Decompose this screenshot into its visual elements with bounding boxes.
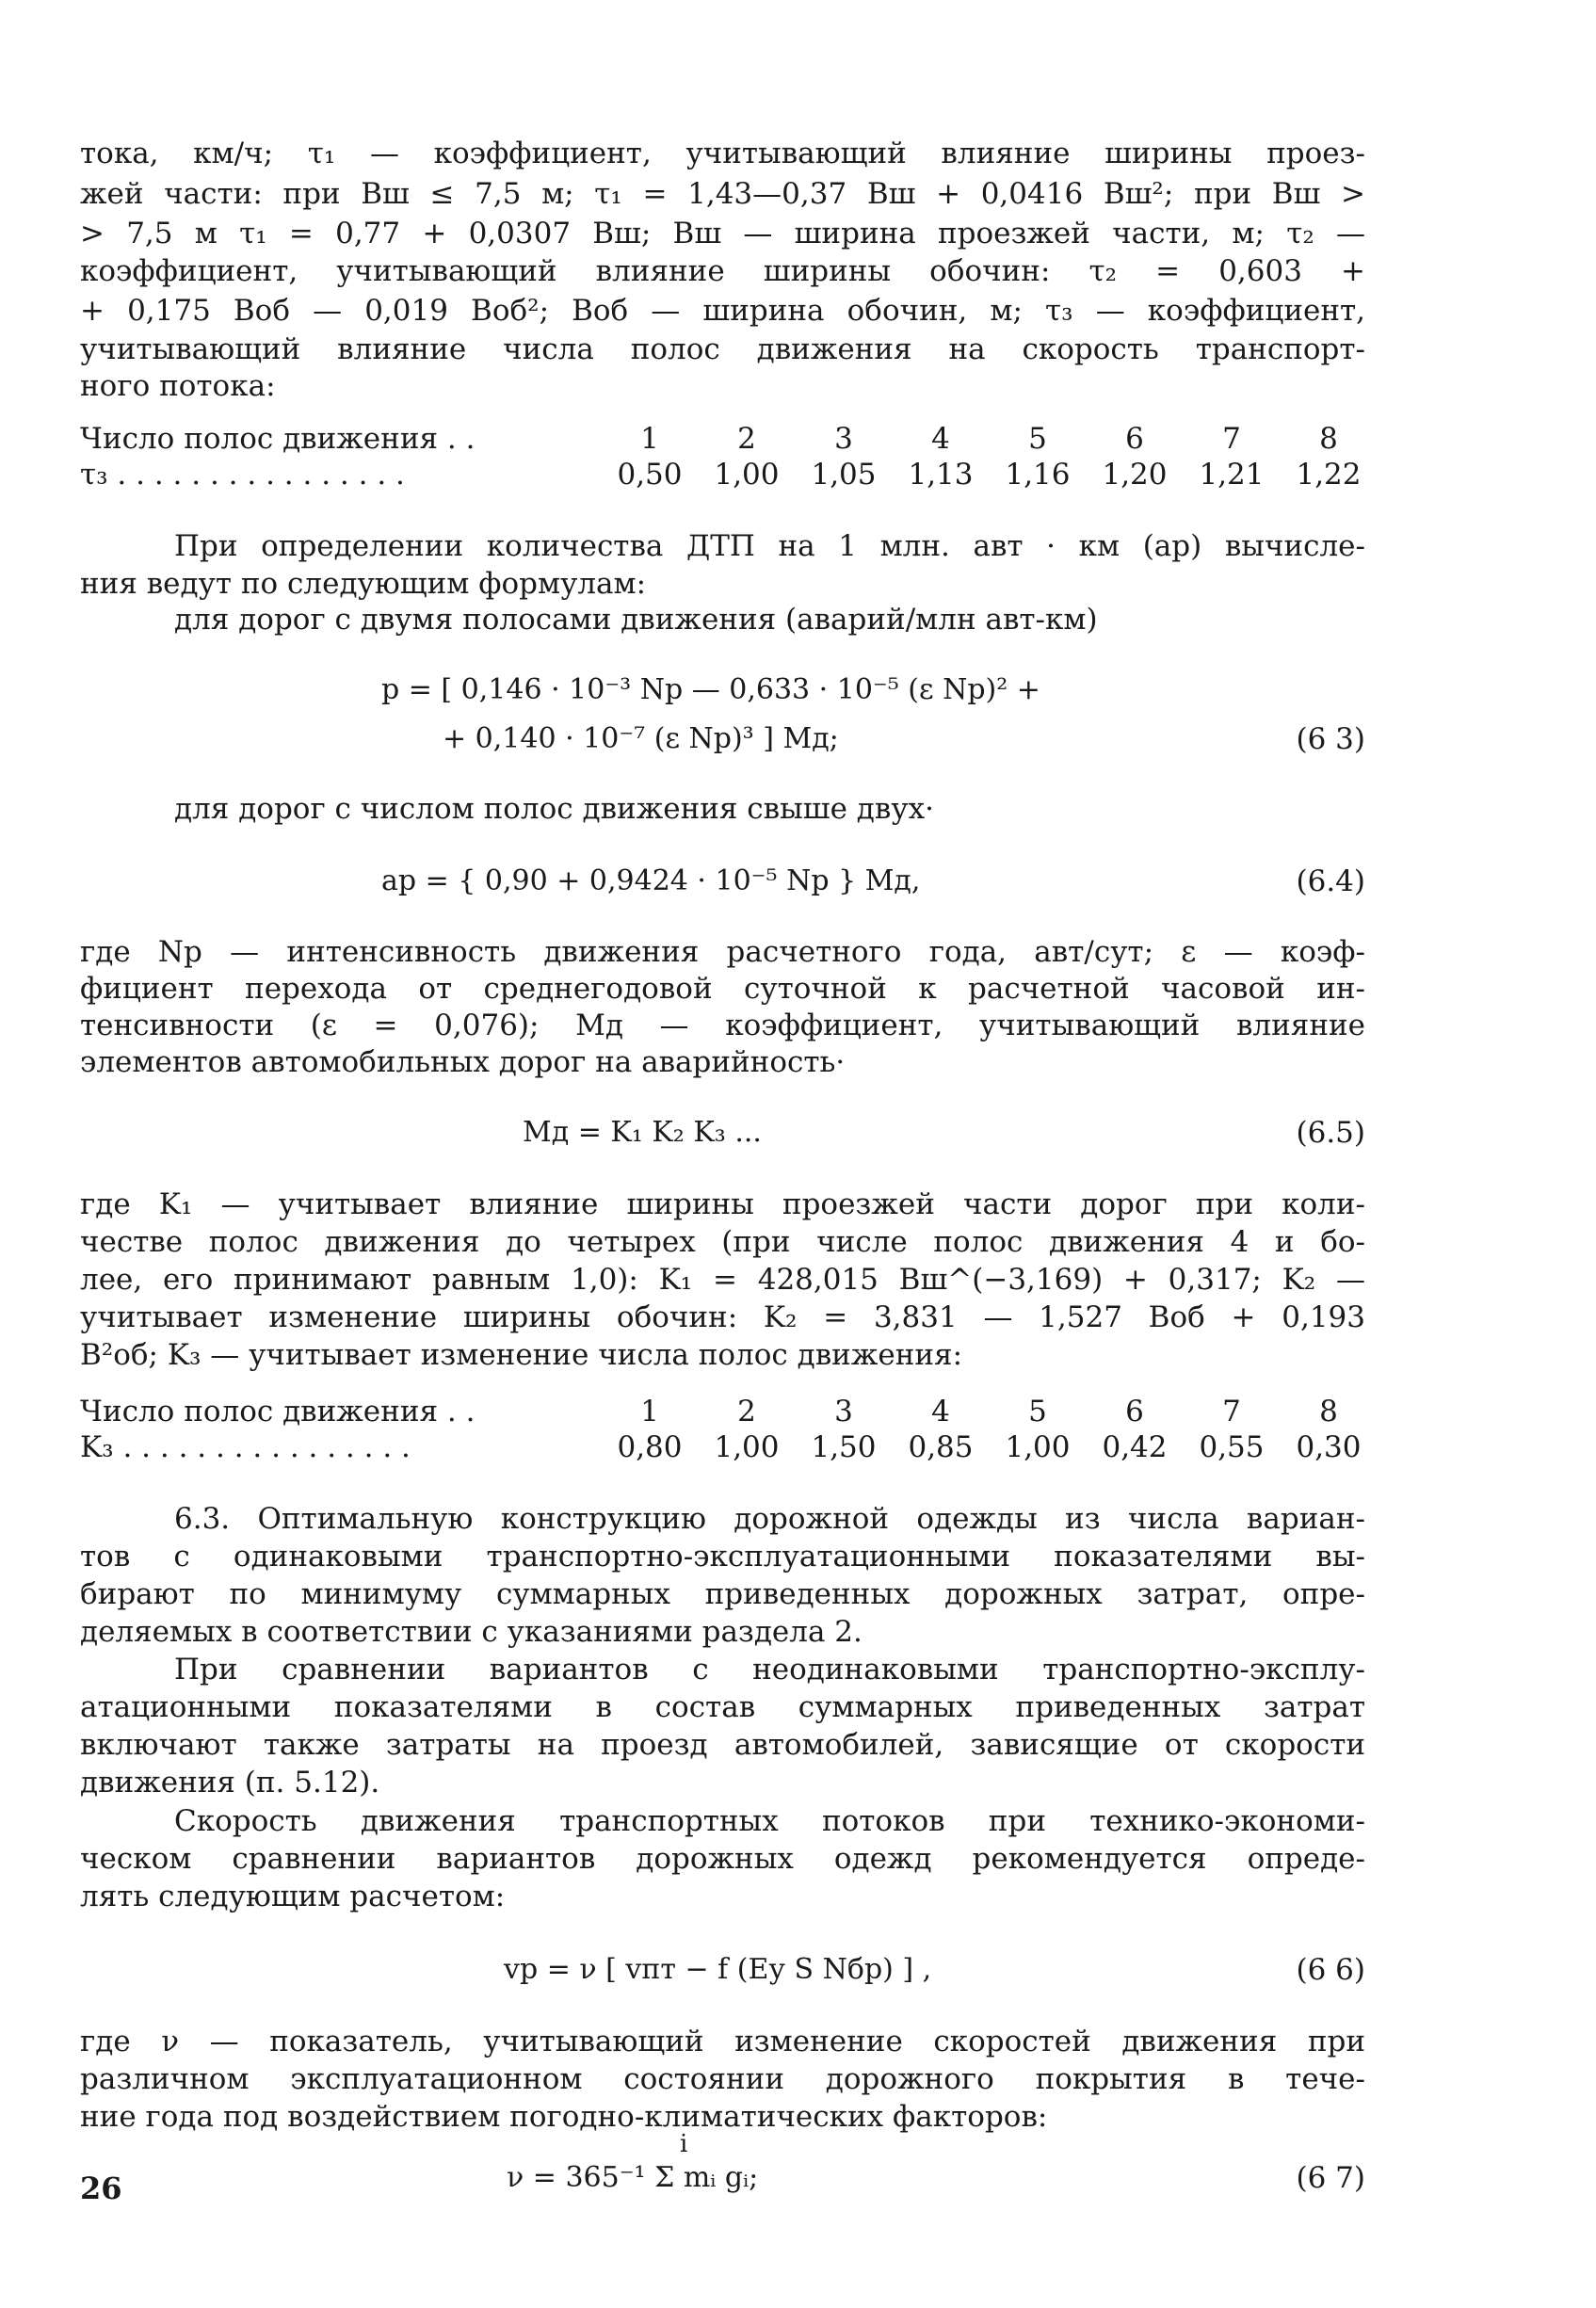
table-row-label: τ₃ . . . . . . . . . . . . . . . . (80, 458, 405, 492)
text-line: ческом сравнении вариантов дорожных одежд рекомендуется опреде- (80, 1842, 1365, 1876)
table-cell: 0,85 (908, 1430, 974, 1464)
text-line: где ν — показатель, учитывающий изменение скоростей движения при (80, 2025, 1365, 2058)
table-cell: 2 (737, 422, 756, 456)
text-line: ние года под воздействием погодно-климатических факторов: (80, 2100, 1048, 2134)
table-cell: 8 (1319, 1395, 1338, 1428)
equation-6-4: aр = { 0,90 + 0,9424 · 10⁻⁵ Nр } Mд, (381, 864, 921, 897)
equation-6-5: Mд = K₁ K₂ K₃ ... (523, 1116, 762, 1149)
text-line: для дорог с числом полос движения свыше двух· (174, 792, 934, 826)
table-cell: 2 (737, 1395, 756, 1428)
text-line: честве полос движения до четырех (при числе полос движения 4 и бо- (80, 1225, 1365, 1259)
table-cell: 1,00 (714, 458, 780, 492)
sum-upper-index: i (680, 2130, 688, 2158)
text-line: + 0,175 Bоб — 0,019 Bоб²; Bоб — ширина обочин, м; τ₃ — коэффициент, (80, 294, 1365, 328)
text-line: бирают по минимуму суммарных приведенных дорожных затрат, опре- (80, 1577, 1365, 1611)
table-cell: 6 (1125, 1395, 1144, 1428)
text-line: деляемых в соответствии с указаниями раздела 2. (80, 1615, 862, 1649)
text-line: фициент перехода от среднегодовой суточной к расчетной часовой ин- (80, 972, 1365, 1006)
equation-number: (6.5) (1296, 1116, 1365, 1150)
table-cell: 8 (1319, 422, 1338, 456)
text-line: тов с одинаковыми транспортно-эксплуатационными показателями вы- (80, 1540, 1365, 1574)
text-line: учитывающий влияние числа полос движения на скорость транспорт- (80, 332, 1365, 366)
table-cell: 1,13 (908, 458, 974, 492)
text-line: различном эксплуатационном состоянии дорожного покрытия в тече- (80, 2062, 1365, 2096)
table-cell: 1,00 (1005, 1430, 1071, 1464)
equation-6-6: vр = ν [ vпт − f (Eу S Nбр) ] , (504, 1953, 932, 1986)
text-line: включают также затраты на проезд автомобилей, зависящие от скорости (80, 1728, 1365, 1762)
table-cell: 0,80 (617, 1430, 683, 1464)
equation-6-7: ν = 365⁻¹ Σ mᵢ gᵢ; (507, 2161, 759, 2194)
table-cell: 1,16 (1005, 458, 1071, 492)
text-line: коэффициент, учитывающий влияние ширины обочин: τ₂ = 0,603 + (80, 254, 1365, 288)
table-cell: 3 (834, 422, 853, 456)
equation-number: (6 7) (1296, 2161, 1365, 2195)
equation-number: (6.4) (1296, 864, 1365, 898)
table-cell: 1,21 (1199, 458, 1265, 492)
text-line: где Nр — интенсивность движения расчетного года, авт/сут; ε — коэф- (80, 935, 1365, 969)
text-line: 6.3. Оптимальную конструкцию дорожной одежды из числа вариан- (174, 1502, 1365, 1536)
equation-6-3-line-2: + 0,140 · 10⁻⁷ (ε Nр)³ ] Mд; (443, 722, 839, 755)
text-line: для дорог с двумя полосами движения (аварий/млн авт-км) (174, 603, 1098, 637)
text-line: атационными показателями в состав суммарных приведенных затрат (80, 1690, 1365, 1724)
equation-number: (6 3) (1296, 722, 1365, 756)
table-cell: 0,50 (617, 458, 683, 492)
table-cell: 0,42 (1102, 1430, 1168, 1464)
table-cell: 1,50 (811, 1430, 877, 1464)
table-cell: 5 (1028, 1395, 1047, 1428)
equation-number: (6 6) (1296, 1953, 1365, 1987)
text-line: При сравнении вариантов с неодинаковыми транспортно-эксплу- (174, 1653, 1365, 1687)
text-line: тенсивности (ε = 0,076); Mд — коэффициент, учитывающий влияние (80, 1009, 1365, 1042)
table-label: Число полос движения . . (80, 422, 476, 456)
text-line: > 7,5 м τ₁ = 0,77 + 0,0307 Bш; Bш — ширина проезжей части, м; τ₂ — (80, 217, 1365, 250)
text-line: движения (п. 5.12). (80, 1766, 380, 1800)
tau3-values-row (80, 454, 1365, 495)
table-cell: 1,05 (811, 458, 877, 492)
table-cell: 5 (1028, 422, 1047, 456)
table-cell: 0,30 (1296, 1430, 1362, 1464)
table-label: Число полос движения . . (80, 1395, 476, 1428)
text-line: лее, его принимают равным 1,0): K₁ = 428,015 Bш^(−3,169) + 0,317; K₂ — (80, 1263, 1365, 1297)
text-line: учитывает изменение ширины обочин: K₂ = 3,831 — 1,527 Bоб + 0,193 (80, 1300, 1365, 1334)
text-line: Скорость движения транспортных потоков при технико-экономи- (174, 1804, 1365, 1838)
table-cell: 1,22 (1296, 458, 1362, 492)
table-cell: 7 (1222, 1395, 1241, 1428)
table-row-label: K₃ . . . . . . . . . . . . . . . . (80, 1430, 411, 1464)
table-cell: 3 (834, 1395, 853, 1428)
table-cell: 7 (1222, 422, 1241, 456)
k3-values-row (80, 1427, 1365, 1468)
table-cell: 4 (931, 1395, 950, 1428)
text-line: B²об; K₃ — учитывает изменение числа полос движения: (80, 1338, 963, 1372)
text-line: При определении количества ДТП на 1 млн. авт · км (aр) вычисле- (174, 529, 1365, 563)
text-line: тока, км/ч; τ₁ — коэффициент, учитывающий влияние ширины проез- (80, 137, 1365, 170)
table-cell: 1,20 (1102, 458, 1168, 492)
text-line: ного потока: (80, 369, 276, 403)
table-cell: 0,55 (1199, 1430, 1265, 1464)
text-line: ния ведут по следующим формулам: (80, 567, 647, 601)
text-line: элементов автомобильных дорог на аварийность· (80, 1045, 846, 1079)
table-cell: 4 (931, 422, 950, 456)
text-line: лять следующим расчетом: (80, 1880, 506, 1913)
table-cell: 1,00 (714, 1430, 780, 1464)
table-cell: 1 (640, 1395, 659, 1428)
text-line: жей части: при Bш ≤ 7,5 м; τ₁ = 1,43—0,37 Bш + 0,0416 Bш²; при Bш > (80, 177, 1365, 211)
page-number: 26 (80, 2171, 122, 2206)
table-cell: 6 (1125, 422, 1144, 456)
table-cell: 1 (640, 422, 659, 456)
text-line: где K₁ — учитывает влияние ширины проезжей части дорог при коли- (80, 1187, 1365, 1221)
equation-6-3-line-1: p = [ 0,146 · 10⁻³ Nр — 0,633 · 10⁻⁵ (ε Nр)² + (381, 673, 1040, 706)
